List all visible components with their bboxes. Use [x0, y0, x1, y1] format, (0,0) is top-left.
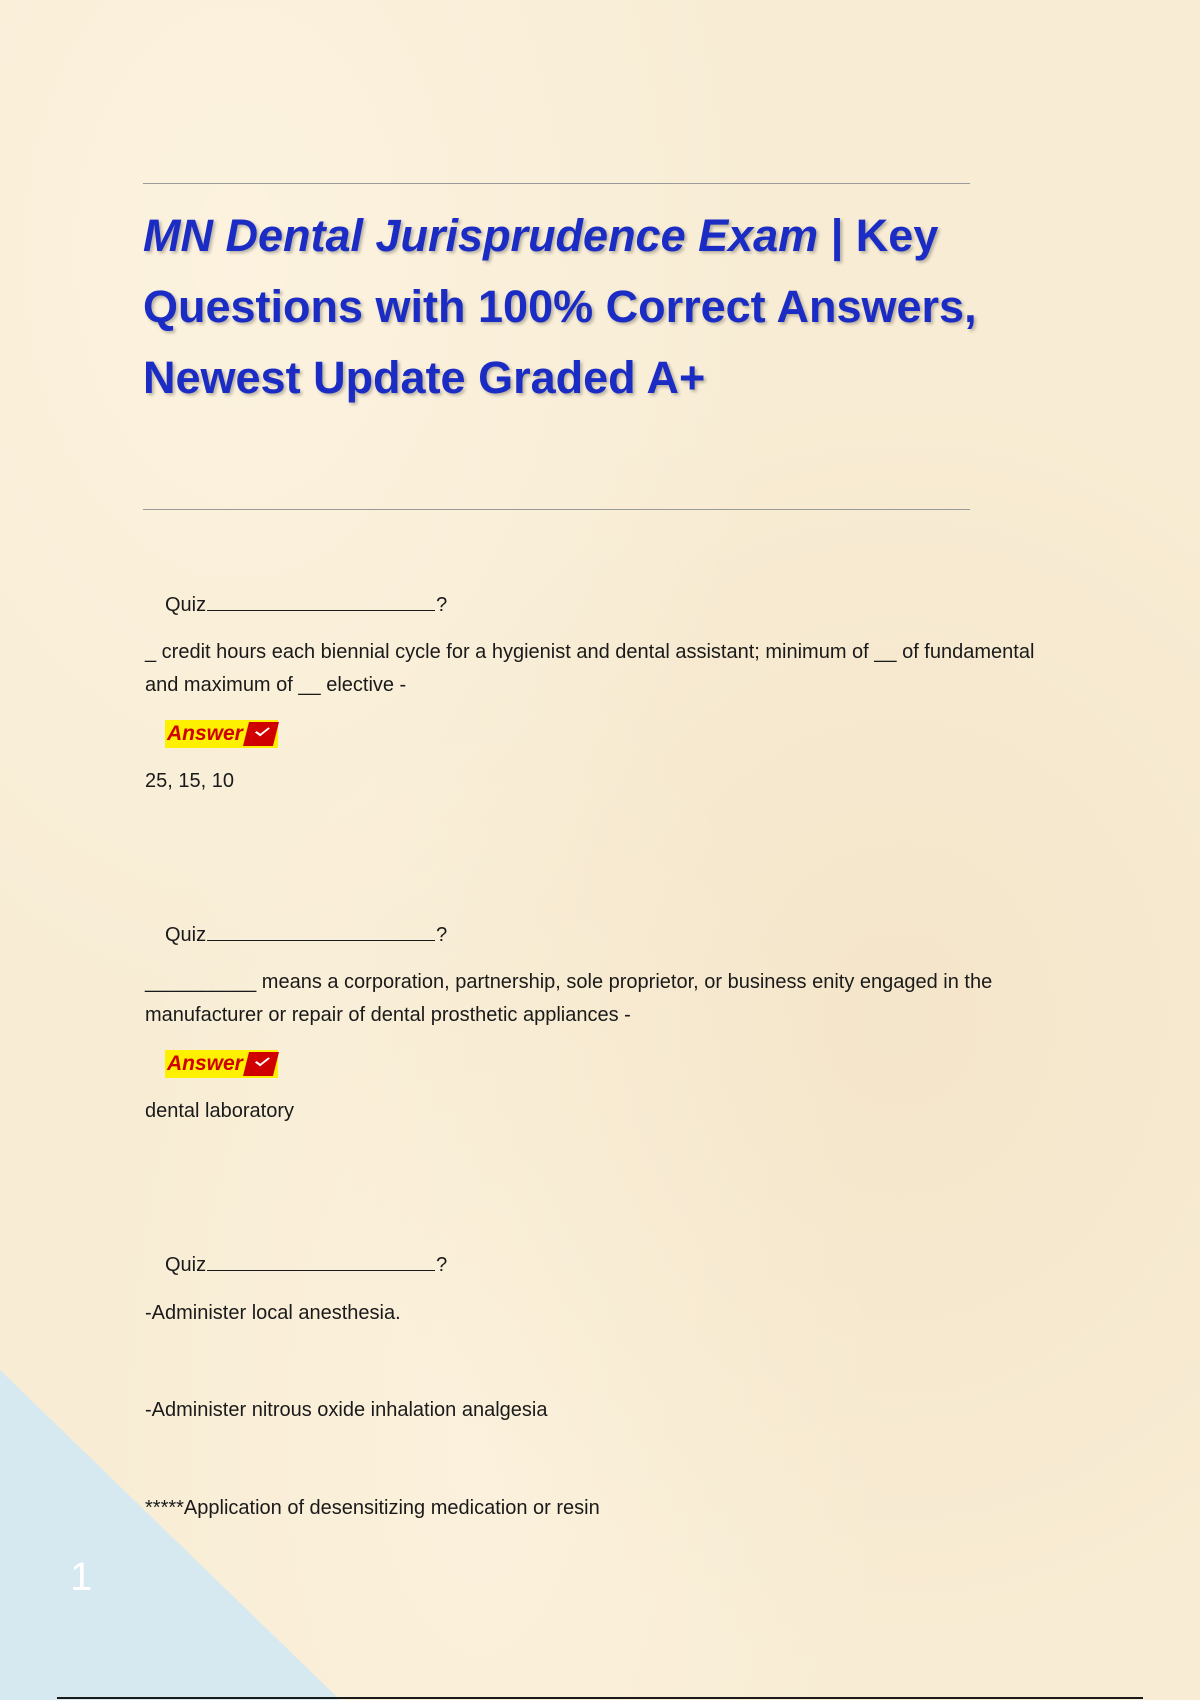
quiz-suffix: ? [436, 594, 448, 616]
quiz-item-1 [145, 590, 1065, 796]
answer-badge [165, 720, 278, 748]
question-line: *****Application of desensitizing medication or resin [145, 1497, 600, 1519]
title-italic-part: MN Dental Jurisprudence Exam [143, 210, 819, 261]
document-title [143, 200, 983, 413]
quiz-label: Quiz [165, 594, 207, 616]
question-line: -Administer nitrous oxide inhalation analgesia [145, 1399, 548, 1421]
answer-text: dental laboratory [145, 1100, 294, 1122]
quiz-suffix: ? [436, 924, 448, 946]
quiz-label: Quiz [165, 924, 207, 946]
answer-label: Answer [167, 722, 243, 745]
answer-badge [165, 1050, 278, 1078]
answer-label: Answer [167, 1052, 243, 1075]
quiz-item-3 [145, 1250, 1065, 1519]
page-bottom-rule [57, 1697, 1143, 1699]
question-text: __________ means a corporation, partnership, sole proprietor, or business enity engaged in the manufacturer or repair of dental prosthetic appliances - [145, 971, 993, 1026]
quiz-blank [207, 1250, 435, 1271]
quiz-header [165, 920, 1065, 950]
question-line: -Administer local anesthesia. [145, 1302, 401, 1324]
quiz-blank [207, 590, 435, 611]
answer-text: 25, 15, 10 [145, 770, 234, 792]
quiz-header [165, 1250, 1065, 1280]
page-number: 1 [70, 1555, 93, 1599]
quiz-suffix: ? [436, 1254, 448, 1276]
quiz-item-2 [145, 920, 1065, 1126]
quiz-label: Quiz [165, 1254, 207, 1276]
title-top-rule [143, 183, 970, 184]
title-bottom-rule [143, 509, 970, 510]
check-icon [243, 1052, 279, 1076]
question-text: _ credit hours each biennial cycle for a hygienist and dental assistant; minimum of __ of fundamental and maximum of __ elective - [145, 641, 1035, 696]
check-icon [243, 722, 279, 746]
quiz-blank [207, 920, 435, 941]
quiz-header [165, 590, 1065, 620]
title-rest-part: | Key Questions with 100% Correct Answers, Newest Update Graded A+ [143, 210, 977, 403]
